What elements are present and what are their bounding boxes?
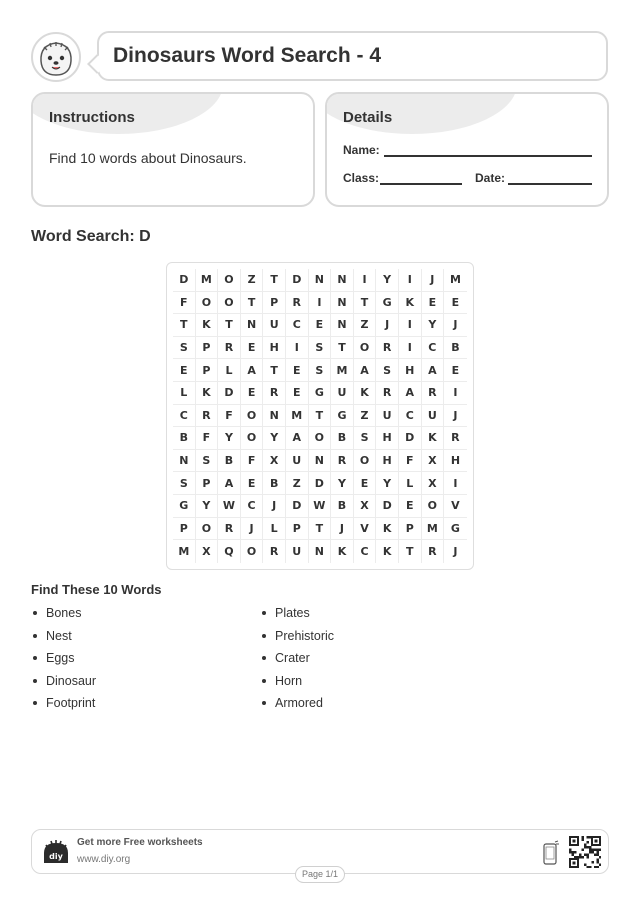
grid-cell[interactable]: Y <box>331 472 354 495</box>
word-list-item: Prehistoric <box>260 628 334 651</box>
grid-cell[interactable]: I <box>309 292 332 315</box>
grid-cell[interactable]: V <box>444 495 467 518</box>
grid-cell[interactable]: H <box>376 427 399 450</box>
word-search-grid <box>173 269 467 563</box>
grid-cell[interactable]: I <box>286 337 309 360</box>
grid-cell[interactable]: N <box>241 314 264 337</box>
grid-cell[interactable]: U <box>376 405 399 428</box>
grid-cell[interactable]: K <box>354 382 377 405</box>
grid-cell[interactable]: D <box>309 472 332 495</box>
grid-cell[interactable]: J <box>444 405 467 428</box>
grid-cell[interactable]: Y <box>376 472 399 495</box>
grid-cell[interactable]: E <box>444 359 467 382</box>
grid-cell[interactable]: X <box>422 450 445 473</box>
grid-cell[interactable]: Z <box>241 269 264 292</box>
grid-cell[interactable]: C <box>422 337 445 360</box>
grid-cell[interactable]: O <box>196 292 219 315</box>
grid-cell[interactable]: N <box>309 450 332 473</box>
grid-cell[interactable]: E <box>399 495 422 518</box>
grid-cell[interactable]: M <box>422 518 445 541</box>
grid-cell[interactable]: O <box>309 427 332 450</box>
grid-cell[interactable]: U <box>286 450 309 473</box>
word-list-item: Horn <box>260 673 334 696</box>
grid-cell[interactable]: L <box>263 518 286 541</box>
grid-cell[interactable]: N <box>309 540 332 563</box>
phone-icon <box>542 840 560 866</box>
grid-cell[interactable]: L <box>173 382 196 405</box>
grid-cell[interactable]: J <box>453 544 458 558</box>
grid-cell[interactable]: I <box>399 337 422 360</box>
grid-cell[interactable]: Z <box>354 405 377 428</box>
grid-cell[interactable]: K <box>196 314 219 337</box>
grid-cell[interactable]: R <box>286 292 309 315</box>
grid-cell[interactable]: Q <box>218 540 241 563</box>
grid-cell[interactable]: G <box>331 405 354 428</box>
grid-cell[interactable]: S <box>376 359 399 382</box>
grid-cell[interactable]: I <box>444 472 467 495</box>
grid-cell[interactable]: E <box>173 359 196 382</box>
grid-cell[interactable]: H <box>399 359 422 382</box>
grid-cell[interactable]: U <box>331 382 354 405</box>
instructions-title: Instructions <box>49 109 135 126</box>
grid-cell[interactable]: T <box>173 314 196 337</box>
word-list-item: Crater <box>260 650 334 673</box>
grid-cell[interactable]: O <box>354 337 377 360</box>
word-list-item: Footprint <box>31 695 96 718</box>
footer-title: Get more Free worksheets <box>77 837 203 848</box>
grid-cell[interactable]: A <box>399 382 422 405</box>
grid-cell[interactable]: D <box>286 495 309 518</box>
grid-cell[interactable]: B <box>218 450 241 473</box>
grid-cell[interactable]: Y <box>263 427 286 450</box>
grid-cell[interactable]: O <box>241 405 264 428</box>
qr-code-icon[interactable] <box>569 836 601 868</box>
grid-cell[interactable]: I <box>444 382 467 405</box>
grid-cell[interactable]: C <box>354 540 377 563</box>
grid-cell[interactable]: E <box>241 337 264 360</box>
word-search-grid-frame <box>166 262 474 570</box>
find-words-heading: Find These 10 Words <box>31 582 162 597</box>
grid-cell[interactable]: J <box>444 314 467 337</box>
details-title: Details <box>343 109 393 126</box>
grid-cell[interactable]: F <box>399 450 422 473</box>
grid-cell[interactable]: N <box>331 292 354 315</box>
grid-cell[interactable]: R <box>376 382 399 405</box>
grid-cell[interactable]: G <box>173 495 196 518</box>
date-field[interactable] <box>508 183 592 185</box>
word-list-item: Armored <box>260 695 334 718</box>
grid-cell[interactable]: E <box>444 292 467 315</box>
grid-cell[interactable]: O <box>354 450 377 473</box>
grid-cell[interactable]: B <box>331 495 354 518</box>
word-list-item: Plates <box>260 605 334 628</box>
grid-cell[interactable]: B <box>331 427 354 450</box>
grid-cell[interactable]: T <box>263 359 286 382</box>
grid-cell[interactable]: V <box>354 518 377 541</box>
grid-cell[interactable]: S <box>309 359 332 382</box>
grid-cell[interactable]: K <box>376 518 399 541</box>
grid-cell[interactable]: D <box>286 269 309 292</box>
grid-cell[interactable]: O <box>422 495 445 518</box>
grid-cell[interactable]: H <box>376 450 399 473</box>
word-list-item: Dinosaur <box>31 673 96 696</box>
grid-cell[interactable]: T <box>263 269 286 292</box>
grid-cell[interactable]: F <box>196 427 219 450</box>
grid-cell[interactable]: E <box>354 472 377 495</box>
grid-cell[interactable]: E <box>309 314 332 337</box>
grid-cell[interactable]: T <box>399 540 422 563</box>
grid-cell[interactable]: C <box>241 495 264 518</box>
grid-cell[interactable]: T <box>218 314 241 337</box>
diy-logo-icon[interactable] <box>42 839 70 865</box>
grid-cell[interactable]: R <box>444 427 467 450</box>
grid-cell[interactable]: U <box>263 314 286 337</box>
grid-cell[interactable]: O <box>241 427 264 450</box>
grid-cell[interactable]: U <box>286 540 309 563</box>
grid-cell[interactable]: R <box>218 337 241 360</box>
grid-cell[interactable]: Y <box>196 495 219 518</box>
grid-cell[interactable]: R <box>422 382 445 405</box>
grid-cell[interactable]: M <box>173 540 196 563</box>
grid-cell[interactable]: N <box>263 405 286 428</box>
grid-cell[interactable]: N <box>331 269 354 292</box>
grid-cell[interactable]: E <box>241 382 264 405</box>
grid-cell[interactable]: G <box>444 518 467 541</box>
grid-cell[interactable]: U <box>422 405 445 428</box>
grid-cell[interactable]: M <box>286 405 309 428</box>
grid-cell[interactable]: P <box>173 518 196 541</box>
grid-cell[interactable]: A <box>286 427 309 450</box>
grid-cell[interactable]: P <box>196 359 219 382</box>
instructions-card <box>31 92 315 207</box>
grid-cell[interactable]: C <box>399 405 422 428</box>
page-number: Page 1/1 <box>295 866 345 883</box>
grid-cell[interactable]: D <box>399 427 422 450</box>
svg-text:diy: diy <box>49 852 63 861</box>
grid-cell[interactable]: D <box>173 269 196 292</box>
class-field[interactable] <box>380 183 462 185</box>
grid-cell[interactable]: F <box>173 292 196 315</box>
grid-cell[interactable]: L <box>218 359 241 382</box>
grid-cell[interactable]: P <box>196 337 219 360</box>
grid-cell[interactable]: A <box>218 472 241 495</box>
grid-cell[interactable]: S <box>196 450 219 473</box>
grid-cell[interactable]: E <box>422 292 445 315</box>
grid-cell[interactable]: A <box>354 359 377 382</box>
grid-cell[interactable]: N <box>309 269 332 292</box>
grid-cell[interactable]: Z <box>286 472 309 495</box>
grid-cell[interactable]: S <box>354 427 377 450</box>
grid-cell[interactable]: P <box>263 292 286 315</box>
grid-cell[interactable]: J <box>422 269 445 292</box>
grid-cell[interactable]: J <box>263 495 286 518</box>
grid-cell[interactable]: W <box>309 495 332 518</box>
grid-cell[interactable]: K <box>376 540 399 563</box>
grid-cell[interactable]: G <box>376 292 399 315</box>
footer-url[interactable]: www.diy.org <box>77 854 131 865</box>
grid-cell[interactable]: A <box>241 359 264 382</box>
grid-cell[interactable]: S <box>173 472 196 495</box>
grid-cell[interactable]: P <box>196 472 219 495</box>
grid-cell[interactable]: H <box>263 337 286 360</box>
class-label: Class: <box>343 171 380 185</box>
grid-cell[interactable]: M <box>444 269 467 292</box>
grid-cell[interactable]: C <box>286 314 309 337</box>
grid-cell[interactable]: L <box>399 472 422 495</box>
grid-cell[interactable]: D <box>376 495 399 518</box>
grid-cell[interactable]: O <box>241 540 264 563</box>
grid-cell[interactable]: O <box>218 269 241 292</box>
grid-cell[interactable]: R <box>263 540 286 563</box>
grid-cell[interactable]: H <box>444 450 467 473</box>
grid-cell[interactable]: E <box>241 472 264 495</box>
grid-cell[interactable]: T <box>241 292 264 315</box>
title-box <box>97 31 608 81</box>
grid-cell[interactable]: S <box>309 337 332 360</box>
grid-cell[interactable]: I <box>399 269 422 292</box>
grid-cell[interactable]: R <box>263 382 286 405</box>
name-field[interactable] <box>384 155 592 157</box>
grid-cell[interactable]: D <box>218 382 241 405</box>
grid-cell[interactable]: Y <box>376 269 399 292</box>
grid-cell[interactable]: J <box>241 518 264 541</box>
word-list-item: Nest <box>31 628 96 651</box>
grid-cell[interactable]: R <box>196 405 219 428</box>
grid-cell[interactable]: K <box>196 382 219 405</box>
grid-cell[interactable]: A <box>422 359 445 382</box>
grid-cell[interactable]: J <box>331 518 354 541</box>
grid-cell[interactable]: T <box>309 405 332 428</box>
grid-cell[interactable]: I <box>354 269 377 292</box>
grid-cell[interactable]: J <box>376 314 399 337</box>
grid-cell[interactable]: X <box>263 450 286 473</box>
grid-cell[interactable]: P <box>286 518 309 541</box>
grid-cell[interactable]: Y <box>422 314 445 337</box>
grid-cell[interactable]: R <box>422 540 445 563</box>
grid-cell[interactable]: G <box>309 382 332 405</box>
grid-cell[interactable]: T <box>309 518 332 541</box>
grid-cell[interactable]: E <box>286 382 309 405</box>
grid-cell[interactable]: R <box>218 518 241 541</box>
date-label: Date: <box>475 171 506 185</box>
grid-cell[interactable]: R <box>376 337 399 360</box>
grid-cell[interactable]: X <box>422 472 445 495</box>
word-search-heading: Word Search: D <box>31 228 151 245</box>
sloth-mascot-icon <box>30 31 82 83</box>
grid-cell[interactable]: O <box>196 518 219 541</box>
details-card <box>325 92 609 207</box>
grid-cell[interactable]: F <box>241 450 264 473</box>
grid-cell[interactable]: T <box>354 292 377 315</box>
page-title: Dinosaurs Word Search - 4 <box>113 44 382 67</box>
grid-cell[interactable]: X <box>196 540 219 563</box>
grid-cell[interactable]: X <box>354 495 377 518</box>
grid-cell[interactable]: B <box>173 427 196 450</box>
grid-cell[interactable]: Y <box>218 427 241 450</box>
grid-cell[interactable]: C <box>173 405 196 428</box>
word-list-item: Bones <box>31 605 96 628</box>
grid-cell[interactable]: S <box>173 337 196 360</box>
grid-cell[interactable]: M <box>196 269 219 292</box>
grid-cell[interactable]: I <box>399 314 422 337</box>
grid-cell[interactable]: E <box>286 359 309 382</box>
grid-cell[interactable]: W <box>218 495 241 518</box>
grid-cell[interactable]: N <box>331 314 354 337</box>
grid-cell[interactable]: Z <box>354 314 377 337</box>
grid-cell[interactable]: M <box>331 359 354 382</box>
name-label: Name: <box>343 143 380 157</box>
word-list-left <box>31 605 96 718</box>
word-list-item: Eggs <box>31 650 96 673</box>
grid-cell[interactable]: K <box>331 540 354 563</box>
grid-cell[interactable]: O <box>218 292 241 315</box>
grid-cell[interactable]: T <box>331 337 354 360</box>
grid-cell[interactable]: F <box>218 405 241 428</box>
word-list-right <box>260 605 334 718</box>
instructions-text: Find 10 words about Dinosaurs. <box>49 150 247 166</box>
grid-cell[interactable]: P <box>399 518 422 541</box>
grid-cell[interactable]: K <box>422 427 445 450</box>
grid-cell[interactable]: R <box>331 450 354 473</box>
grid-cell[interactable]: B <box>263 472 286 495</box>
grid-cell[interactable]: K <box>399 292 422 315</box>
grid-cell[interactable]: N <box>173 450 196 473</box>
grid-cell[interactable]: B <box>444 337 467 360</box>
